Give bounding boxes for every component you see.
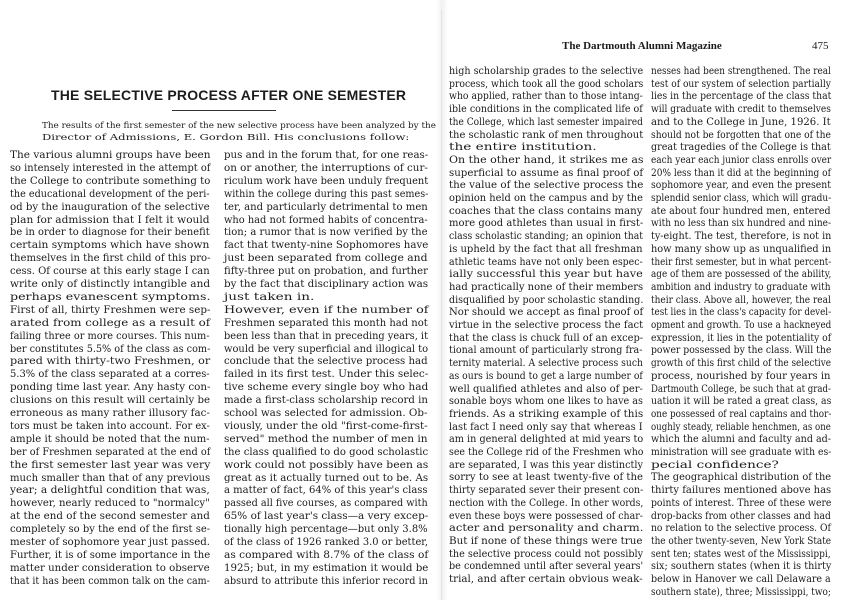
text-line: riculum work have been unduly frequent xyxy=(224,175,429,187)
text-line: 65% of last year's class—a very excep- xyxy=(224,511,429,523)
text-line: the entire institution. xyxy=(449,142,597,154)
text-line: the College to contribute something to xyxy=(10,175,211,187)
page-divider xyxy=(441,10,442,600)
text-line: process, which took all the good scholars xyxy=(449,78,644,90)
text-line: passed all five courses, as compared with xyxy=(224,498,428,510)
text-line: lies in the percentage of the class that xyxy=(651,91,832,103)
text-line: ty-eight. The test, therefore, is not in xyxy=(651,231,832,243)
text-line: arated from college as a result of xyxy=(10,317,211,329)
text-line: their first semester, but in what percent- xyxy=(651,256,832,268)
text-line: tional amount of particularly strong fra- xyxy=(449,345,643,357)
text-line: sophomore year, and even the present xyxy=(651,180,831,192)
text-line: opinion held on the campus and by the xyxy=(449,193,643,204)
text-line: age of them are possessed of the ability, xyxy=(651,269,832,281)
text-line: the educational development of the peri- xyxy=(10,188,210,200)
text-line: clusions on this result will certainly be xyxy=(10,395,211,407)
text-line: conclude that the selective process had xyxy=(224,356,428,368)
text-line: Further, it is of some importance in the xyxy=(10,549,211,561)
text-line: On the other hand, it strikes me as xyxy=(449,154,644,166)
text-line: within the college during this past semes- xyxy=(224,188,429,200)
text-line: how many show up as unqualified in xyxy=(651,243,832,255)
text-line: that the class is chuck full of an excep- xyxy=(449,332,644,344)
text-line: however, nearly reduced to "normalcy" xyxy=(10,498,210,510)
text-line: ially successful this year but have xyxy=(449,269,643,281)
text-line: one possessed of real captains and thor- xyxy=(651,408,832,420)
text-line: Director of Admissions, E. Gordon Bill. His conclusions follow: xyxy=(42,133,410,143)
text-line: the other twenty-seven, New York State xyxy=(651,535,832,547)
text-line: power possessed by the class. Will the xyxy=(651,345,832,357)
text-line: southern state), three; Mississippi, two; xyxy=(651,586,831,598)
text-line: First of all, thirty Freshmen were sep- xyxy=(10,304,211,316)
text-line: opment and growth. To use a hackneyed xyxy=(651,320,832,331)
text-line: work could not possibly have been as xyxy=(224,459,429,471)
text-line: failed in its first test. Under this selec- xyxy=(224,369,429,381)
text-line: failing three or more courses. This num- xyxy=(10,330,210,342)
text-line: at the end of the second semester and xyxy=(10,511,210,523)
text-line: am in general delighted at mid years to xyxy=(449,434,644,446)
text-line: the value of the selective process the xyxy=(449,180,644,192)
text-line: by the fact that disciplinary action was xyxy=(224,279,429,290)
text-line: disqualified by poor scholastic standing. xyxy=(449,294,644,306)
text-line: 20% less than it did at the beginning of xyxy=(651,167,831,179)
text-line: with no less than six hundred and nine- xyxy=(651,218,832,230)
text-line: superficial to assume as final proof of xyxy=(449,167,644,179)
text-line: pus and in the forum that, for one reas- xyxy=(224,150,429,161)
text-line: athletic teams have not only been espec- xyxy=(449,256,643,268)
text-line: themselves in the first child of this pro- xyxy=(10,253,211,265)
text-line: been less than that in preceding years, it xyxy=(224,330,429,342)
text-line: test of our system of selection partially xyxy=(651,78,831,90)
text-line: The various alumni groups have been xyxy=(10,150,211,161)
text-line: six; southern states (when it is thirty xyxy=(651,561,832,573)
text-line: 1925; but, in my estimation it would be xyxy=(224,562,429,574)
text-line: the class qualified to do good scholastic xyxy=(224,446,429,458)
text-line: be in order to diagnose for their benefit xyxy=(10,227,210,239)
text-line: sent ten; states west of the Mississippi, xyxy=(651,548,831,560)
text-line: the first semester last year was very xyxy=(10,459,211,471)
text-line: and to the College in June, 1926. It xyxy=(651,116,831,128)
text-line: ample it should be noted that the num- xyxy=(10,433,210,445)
page-gutter xyxy=(436,0,448,600)
text-line: Nor should we accept as final proof of xyxy=(449,307,644,319)
column-2 xyxy=(224,150,428,590)
text-line: test lies in the class's capacity for devel- xyxy=(651,307,832,319)
text-line: fact that twenty-nine Sophomores have xyxy=(224,240,429,252)
text-line: ponding time last year. Any hasty con- xyxy=(10,382,211,394)
column-4 xyxy=(651,66,831,596)
text-line: are separated, I was this year distinctly xyxy=(449,459,643,471)
text-line: the selective process could not possibly xyxy=(449,548,644,560)
text-line: so intensely interested in the attempt of xyxy=(10,162,211,174)
text-line: which the alumni and faculty and ad- xyxy=(651,434,832,446)
text-line: each year each junior class enrolls over xyxy=(651,154,832,166)
text-line: should not be forgotten that one of the xyxy=(651,129,831,141)
text-line: Freshmen separated this month had not xyxy=(224,317,428,329)
text-line: coaches that the class contains many xyxy=(449,205,643,217)
text-line: However, even if the number of xyxy=(224,304,429,316)
text-line: thirty failures mentioned above has xyxy=(651,485,832,497)
text-line: no relation to the selective process. Of xyxy=(651,523,831,535)
running-header: The Dartmouth Alumni Magazine xyxy=(562,40,722,52)
text-line: ate about four hundred men, entered xyxy=(651,205,831,217)
text-line: more good athletes than usual in first- xyxy=(449,218,644,230)
text-line: write only of distinctly intangible and xyxy=(10,279,211,290)
text-line: matter under consideration to observe xyxy=(10,562,210,574)
text-line: ternity material. A selective process such xyxy=(449,358,643,370)
text-line: ible conditions in the complicated life of xyxy=(449,104,643,116)
text-line: will graduate with credit to themselves xyxy=(651,104,831,116)
text-line: the College, which last semester impaired xyxy=(449,116,643,128)
text-line: year; a delightful condition that was, xyxy=(10,485,210,497)
text-line: tive scheme every single boy who had xyxy=(224,382,429,394)
text-line: points of interest. Three of these were xyxy=(651,497,832,509)
text-line: tors must be taken into account. For ex- xyxy=(10,420,210,432)
text-line: class scholastic standing; an opinion that xyxy=(449,231,644,243)
text-line: trial, and after certain obvious weak- xyxy=(449,574,643,585)
article-title: THE SELECTIVE PROCESS AFTER ONE SEMESTER xyxy=(51,87,407,103)
article-intro xyxy=(42,121,436,149)
text-line: the scholastic rank of men throughout xyxy=(449,129,644,141)
text-line: great as it actually turned out to be. As xyxy=(224,472,429,484)
text-line: tion; a rumor that is now verified by the xyxy=(224,227,428,239)
text-line: ber of Freshmen separated at the end of xyxy=(10,446,211,458)
column-1 xyxy=(10,150,210,590)
text-line: process, nourished by four years in xyxy=(651,370,831,382)
text-line: plan for admission that I felt it would xyxy=(10,214,210,226)
text-line: splendid senior class, which will gradu- xyxy=(651,193,832,204)
text-line: absurd to attribute this inferior record in xyxy=(224,575,428,587)
text-line: see the College rid of the Freshmen who xyxy=(449,447,644,458)
text-line: as ours is bound to get a large number of xyxy=(449,370,643,382)
text-line: great tragedies of the College is that xyxy=(651,142,831,154)
text-line: be condemned until after several years' xyxy=(449,561,644,573)
text-line: expression, it lies in the potentiality of xyxy=(651,332,832,344)
text-line: well qualified athletes and also of per- xyxy=(449,383,643,395)
text-line: oughly steady, reliable henchmen, as one xyxy=(651,421,831,433)
text-line: 5.3% of the class separated at a corres- xyxy=(10,369,210,381)
text-line: as compared with 8.7% of the class of xyxy=(224,549,429,561)
text-line: acter and personality and charm. xyxy=(449,523,644,535)
text-line: mester of sophomore year just passed. xyxy=(10,537,211,548)
page-number: 475 xyxy=(812,40,829,52)
text-line: made a first-class scholarship record in xyxy=(224,395,428,407)
text-line: nesses had been strengthened. The real xyxy=(651,66,831,77)
text-line: ter, and particularly detrimental to men xyxy=(224,201,428,213)
text-line: sonable boys whom one likes to have as xyxy=(449,396,643,408)
text-line: virtue in the selective process the fact xyxy=(449,320,644,331)
text-line: thirty separated sever their present con- xyxy=(449,485,644,497)
text-line: is upheld by the fact that all freshman xyxy=(449,243,643,255)
text-line: their class. Above all, however, the real xyxy=(651,294,831,306)
text-line: who had not formed habits of concentra- xyxy=(224,214,428,226)
text-line: served" method the number of men in xyxy=(224,433,428,445)
text-line: Dartmouth College, be such that at grad- xyxy=(651,383,831,395)
text-line: who applied, rather than to those intang- xyxy=(449,91,643,103)
text-line: just been separated from college and xyxy=(224,253,428,265)
text-line: erroneous as many rather illusory fac- xyxy=(10,408,210,419)
text-line: nection with the College. In other words, xyxy=(449,497,644,509)
text-line: The geographical distribution of the xyxy=(651,472,832,484)
text-line: pecial confidence? xyxy=(651,459,779,471)
text-line: even these boys were possessed of char- xyxy=(449,510,643,522)
text-line: certain symptoms which have shown xyxy=(10,240,210,252)
text-line: cess. Of course at this early stage I can xyxy=(10,266,210,278)
text-line: last fact I need only say that whereas I xyxy=(449,421,643,433)
text-line: tionally high percentage—but only 3.8% xyxy=(224,524,428,536)
text-line: would be very superficial and illogical to xyxy=(224,343,429,355)
text-line: ber constitutes 5.5% of the class as com- xyxy=(10,343,211,355)
text-line: of the class of 1926 ranked 3.0 or better, xyxy=(224,537,429,548)
text-line: friends. As a striking example of this xyxy=(449,408,644,420)
text-line: fifty-three put on probation, and further xyxy=(224,266,428,278)
text-line: had practically none of their members xyxy=(449,281,644,293)
text-line: much smaller than that of any previous xyxy=(10,472,211,484)
text-line: viously, under the old "first-come-first- xyxy=(224,420,428,432)
text-line: completely so by the end of the first se- xyxy=(10,524,211,536)
text-line: uation it will be rated a great class, as xyxy=(651,396,832,408)
text-line: pared with thirty-two Freshmen, or xyxy=(10,356,211,368)
text-line: ministration will see graduate with es- xyxy=(651,447,832,458)
text-line: just taken in. xyxy=(224,291,315,303)
text-line: But if none of these things were true xyxy=(449,535,643,547)
text-line: a matter of fact, 64% of this year's class xyxy=(224,485,428,497)
text-line: ambition and industry to graduate with xyxy=(651,281,831,293)
text-line: that it has been common talk on the cam- xyxy=(10,575,210,587)
text-line: od by the inauguration of the selective xyxy=(10,201,210,213)
text-line: growth of this first child of the selective xyxy=(651,358,831,370)
text-line: below in Hanover we call Delaware a xyxy=(651,574,831,585)
title-rule xyxy=(172,110,276,111)
text-line: The results of the first semester of the new selective process have been analyzed by the xyxy=(42,121,436,131)
text-line: perhaps evanescent symptoms. xyxy=(10,291,211,303)
column-3 xyxy=(449,66,643,596)
text-line: high scholarship grades to the selective xyxy=(449,66,644,77)
text-line: school was selected for admission. Ob- xyxy=(224,408,428,419)
text-line: sorry to see at least twenty-five of the xyxy=(449,472,643,484)
text-line: drop-backs from other classes and had xyxy=(651,510,831,522)
text-line: on or another, the interruptions of cur- xyxy=(224,162,428,174)
